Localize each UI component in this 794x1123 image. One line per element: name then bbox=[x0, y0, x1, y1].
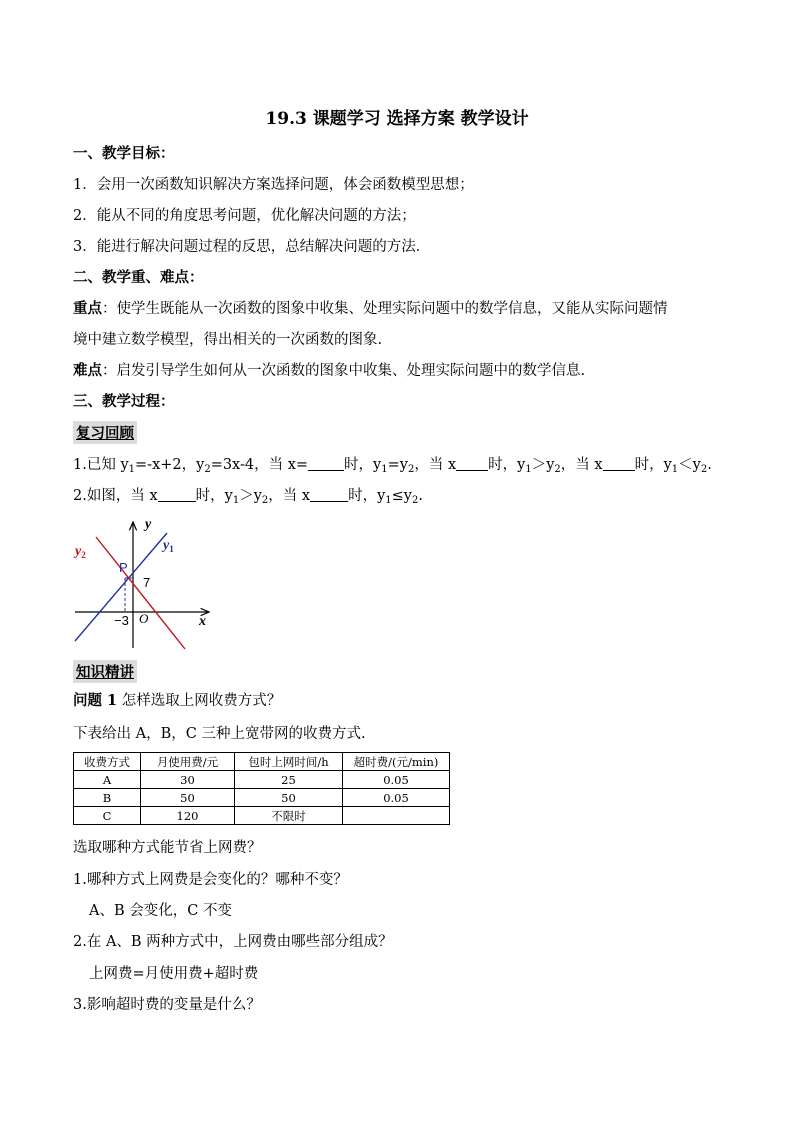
y1-label: $y_1$ bbox=[163, 538, 174, 554]
y2-label: $y_2$ bbox=[75, 544, 86, 560]
answer-text: 上网费=月使用费+超时费 bbox=[89, 966, 259, 982]
question-text: 2.在 A、B 两种方式中，上网费由哪些部分组成？ bbox=[73, 934, 393, 950]
section-heading-key-points: 二、教学重、难点： bbox=[73, 269, 204, 286]
objective-item: 3．能进行解决问题过程的反思，总结解决问题的方法． bbox=[73, 239, 431, 255]
key-point-label: 重点 bbox=[73, 300, 102, 317]
tick-label-7: 7 bbox=[143, 575, 151, 590]
knowledge-tag bbox=[73, 660, 137, 683]
fee-table bbox=[73, 752, 450, 825]
question-text: 选取哪种方式能节省上网费？ bbox=[73, 840, 262, 856]
table-cell: 0.05 bbox=[343, 771, 450, 789]
x-axis-label: x bbox=[199, 614, 206, 629]
review-question-1: 1.已知 $y_1=-x+2$，$y_2=3x-4$，当 x= 时，$y_1=y_2$，当 x 时，$y_1>y_2$，当 x 时，$y_1<y_2$. bbox=[73, 457, 712, 475]
problem-label: 问题 1 bbox=[73, 692, 118, 709]
table-cell: A bbox=[74, 771, 141, 789]
review-question-2: 2.如图，当 x 时，$y_1>y_2$，当 x 时，$y_1\le y_2$. bbox=[73, 488, 423, 506]
table-cell: 120 bbox=[141, 807, 235, 825]
table-cell bbox=[343, 807, 450, 825]
point-p-label: P bbox=[119, 560, 128, 575]
table-row bbox=[74, 807, 450, 825]
key-point-text: ：使学生既能从一次函数的图象中收集、处理实际问题中的数学信息，又能从实际问题情 bbox=[102, 301, 668, 317]
knowledge-tag-label: 知识精讲 bbox=[73, 660, 137, 683]
key-point-line bbox=[73, 299, 668, 319]
linear-functions-graph bbox=[70, 516, 220, 652]
objective-item: 1．会用一次函数知识解决方案选择问题，体会函数模型思想； bbox=[73, 177, 474, 193]
section-heading-objectives: 一、教学目标： bbox=[73, 145, 175, 162]
answer-blank[interactable] bbox=[603, 456, 635, 471]
y-axis-label: y bbox=[145, 517, 152, 532]
table-row bbox=[74, 771, 450, 789]
answer-blank[interactable] bbox=[310, 487, 348, 502]
table-cell: 50 bbox=[141, 789, 235, 807]
table-row bbox=[74, 789, 450, 807]
table-cell: 不限时 bbox=[235, 807, 343, 825]
problem-text: 怎样选取上网收费方式？ bbox=[117, 693, 282, 709]
origin-label: O bbox=[139, 611, 149, 626]
objective-item: 2．能从不同的角度思考问题，优化解决问题的方法； bbox=[73, 208, 416, 224]
difficulty-label: 难点 bbox=[73, 362, 102, 379]
difficulty-line bbox=[73, 361, 585, 381]
review-tag bbox=[73, 421, 137, 444]
problem-1-line bbox=[73, 691, 281, 711]
table-cell: 0.05 bbox=[343, 789, 450, 807]
table-header-cell: 收费方式 bbox=[74, 753, 141, 771]
question-text: 3.影响超时费的变量是什么？ bbox=[73, 997, 261, 1013]
table-intro: 下表给出 A，B，C 三种上宽带网的收费方式. bbox=[73, 726, 366, 742]
question-text: 1.哪种方式上网费是会变化的？哪种不变？ bbox=[73, 872, 348, 888]
tick-label-neg3: −3 bbox=[114, 613, 129, 628]
table-header-row bbox=[74, 753, 450, 771]
key-point-line-2: 境中建立数学模型，得出相关的一次函数的图象. bbox=[73, 332, 383, 348]
answer-blank[interactable] bbox=[158, 487, 196, 502]
answer-text: A、B 会变化，C 不变 bbox=[89, 903, 232, 919]
table-cell: B bbox=[74, 789, 141, 807]
review-tag-label: 复习回顾 bbox=[73, 421, 137, 444]
section-heading-process: 三、教学过程： bbox=[73, 393, 175, 410]
difficulty-text: ：启发引导学生如何从一次函数的图象中收集、处理实际问题中的数学信息. bbox=[102, 363, 586, 379]
table-header-cell: 月使用费/元 bbox=[141, 753, 235, 771]
table-header-cell: 超时费/(元/min) bbox=[343, 753, 450, 771]
table-cell: 25 bbox=[235, 771, 343, 789]
table-cell: C bbox=[74, 807, 141, 825]
answer-blank[interactable] bbox=[308, 456, 344, 471]
answer-blank[interactable] bbox=[456, 456, 488, 471]
table-cell: 30 bbox=[141, 771, 235, 789]
page-title: 19.3 课题学习 选择方案 教学设计 bbox=[265, 109, 529, 129]
table-cell: 50 bbox=[235, 789, 343, 807]
table-header-cell: 包时上网时间/h bbox=[235, 753, 343, 771]
